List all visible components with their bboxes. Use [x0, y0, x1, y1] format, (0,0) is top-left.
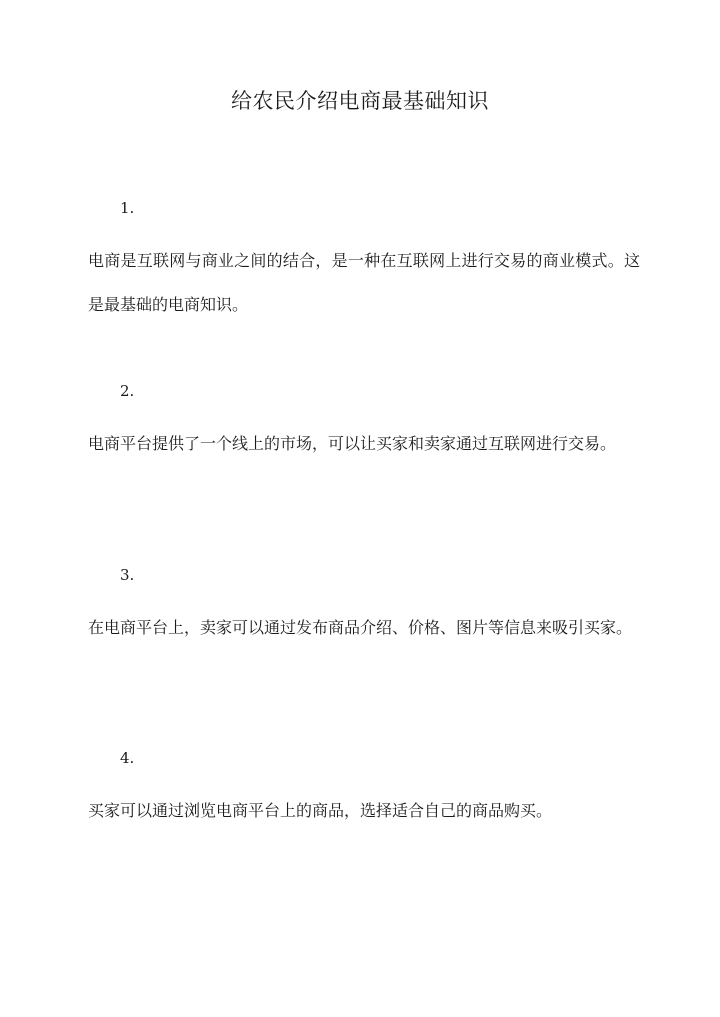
- section-paragraph: 买家可以通过浏览电商平台上的商品，选择适合自己的商品购买。: [88, 801, 553, 820]
- section-2: [88, 380, 640, 466]
- section-paragraph: 电商是互联网与商业之间的结合，是一种在互联网上进行交易的商业模式。这是最基础的电商知识。: [88, 251, 640, 314]
- section-number: 3.: [120, 566, 135, 584]
- section-paragraph: 在电商平台上，卖家可以通过发布商品介绍、价格、图片等信息来吸引买家。: [88, 618, 633, 637]
- section-3: [88, 564, 640, 650]
- section-number: 2.: [120, 382, 135, 400]
- section-4: [88, 747, 640, 833]
- document-title: 给农民介绍电商最基础知识: [231, 89, 489, 113]
- section-1: [88, 197, 640, 327]
- section-paragraph: 电商平台提供了一个线上的市场，可以让买家和卖家通过互联网进行交易。: [88, 434, 617, 453]
- section-number: 1.: [120, 199, 135, 217]
- section-number: 4.: [120, 749, 135, 767]
